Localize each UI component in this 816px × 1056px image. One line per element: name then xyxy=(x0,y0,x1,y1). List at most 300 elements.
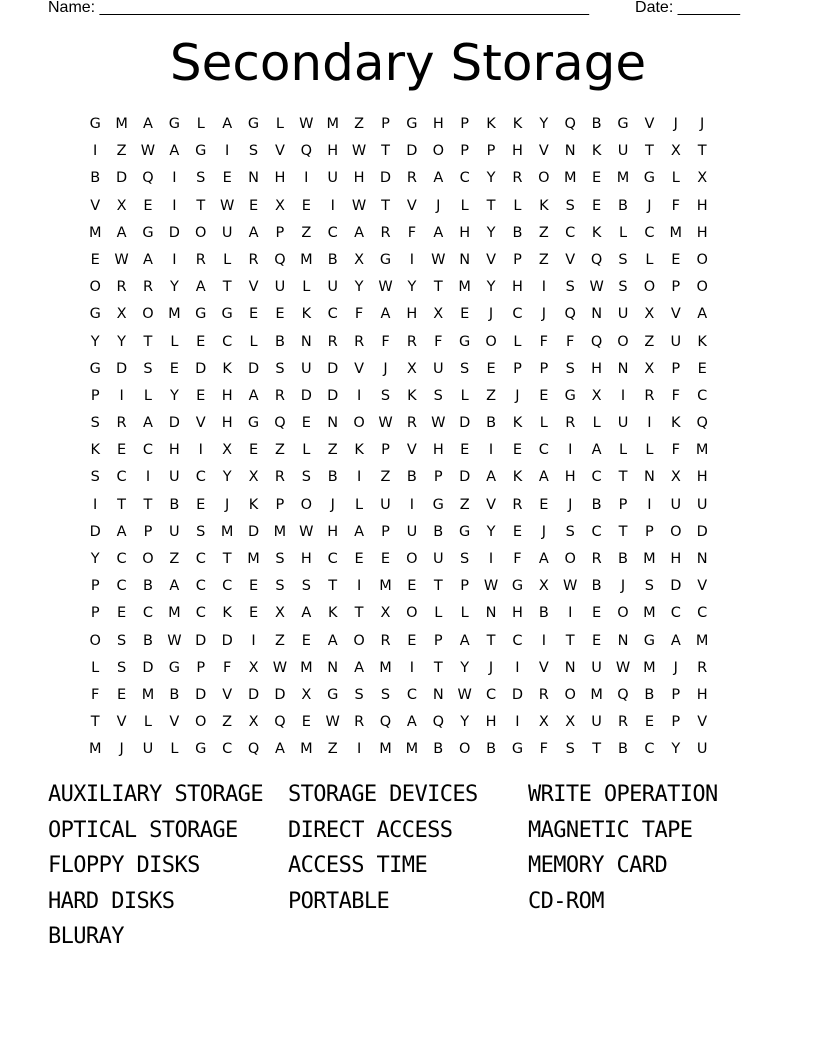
grid-letter: F xyxy=(566,333,575,350)
grid-letter: R xyxy=(274,469,285,486)
grid-letter: X xyxy=(433,306,444,323)
grid-letter: B xyxy=(327,251,338,268)
grid-letter: P xyxy=(671,686,681,703)
grid-letter: X xyxy=(380,605,391,622)
grid-letter: X xyxy=(538,578,549,595)
grid-letter: L xyxy=(645,442,654,459)
grid-letter: S xyxy=(565,360,575,377)
grid-letter: Q xyxy=(696,415,708,432)
grid-letter: P xyxy=(539,360,549,377)
grid-letter: D xyxy=(89,523,101,540)
grid-letter: T xyxy=(354,605,364,622)
grid-letter: E xyxy=(248,578,259,595)
grid-letter: I xyxy=(172,197,177,214)
grid-letter: T xyxy=(433,578,443,595)
grid-letter: Y xyxy=(407,279,417,296)
grid-letter: H xyxy=(670,551,682,567)
grid-letter: I xyxy=(568,442,573,459)
grid-letter: B xyxy=(486,741,497,758)
grid-letter: F xyxy=(222,659,232,676)
grid-letter: M xyxy=(273,523,287,540)
grid-letter: F xyxy=(671,387,680,404)
grid-letter: E xyxy=(117,442,127,459)
grid-letter: H xyxy=(327,523,339,540)
grid-letter: O xyxy=(485,333,497,350)
grid-letter: M xyxy=(300,659,313,676)
header xyxy=(48,0,740,20)
grid-row xyxy=(82,356,742,383)
grid-letter: G xyxy=(432,496,444,513)
grid-letter: X xyxy=(406,360,417,377)
grid-letter: J xyxy=(700,116,705,132)
grid-letter: Q xyxy=(432,714,444,731)
grid-letter: E xyxy=(117,605,127,622)
grid-letter: A xyxy=(354,523,365,540)
grid-letter: L xyxy=(645,251,654,268)
grid-letter: L xyxy=(513,333,522,350)
grid-letter: T xyxy=(381,143,390,160)
grid-letter: H xyxy=(511,279,523,296)
grid-letter: O xyxy=(564,686,576,703)
grid-letter: S xyxy=(301,469,311,486)
grid-letter: H xyxy=(696,469,708,486)
grid-letter: C xyxy=(644,741,655,758)
grid-letter: P xyxy=(618,496,628,513)
grid-letter: B xyxy=(591,116,602,132)
grid-letter: F xyxy=(91,686,100,703)
grid-letter: P xyxy=(143,523,153,540)
grid-letter: R xyxy=(406,170,417,187)
grid-letter: C xyxy=(512,306,523,323)
grid-letter: S xyxy=(565,279,575,296)
grid-letter: C xyxy=(116,551,127,567)
grid-letter: A xyxy=(433,170,444,187)
grid-letter: O xyxy=(142,551,154,567)
grid-letter: X xyxy=(248,714,259,731)
grid-letter: F xyxy=(354,306,364,323)
grid-letter: A xyxy=(354,659,365,676)
grid-letter: V xyxy=(222,686,233,703)
grid-letter: C xyxy=(142,442,154,459)
grid-letter: E xyxy=(275,306,285,323)
grid-letter: X xyxy=(248,659,259,676)
grid-letter: J xyxy=(647,197,652,214)
grid-letter: I xyxy=(409,251,415,268)
grid-letter: S xyxy=(618,251,628,268)
grid-letter: G xyxy=(168,659,180,676)
grid-letter: K xyxy=(486,116,496,132)
grid-letter: I xyxy=(409,496,415,513)
word-list-item: MEMORY CARD xyxy=(528,853,668,879)
grid-letter: R xyxy=(354,714,365,731)
grid-letter: D xyxy=(195,360,207,377)
grid-letter: P xyxy=(460,578,470,595)
grid-letter: M xyxy=(141,686,155,703)
grid-letter: D xyxy=(142,659,154,676)
grid-letter: S xyxy=(565,197,575,214)
grid-letter: U xyxy=(327,170,339,187)
grid-letter: M xyxy=(643,551,656,567)
grid-letter: I xyxy=(304,170,309,187)
grid-letter: A xyxy=(169,578,180,595)
grid-letter: L xyxy=(592,415,601,432)
grid-letter: P xyxy=(433,469,443,486)
grid-letter: D xyxy=(459,415,471,432)
grid-letter: R xyxy=(617,714,629,731)
grid-letter: R xyxy=(195,251,206,268)
grid-row xyxy=(82,247,742,274)
grid-letter: C xyxy=(116,469,127,486)
grid-letter: U xyxy=(591,659,602,676)
grid-letter: P xyxy=(486,143,496,160)
grid-letter: K xyxy=(512,116,523,132)
grid-letter: B xyxy=(644,686,655,703)
grid-letter: E xyxy=(248,197,259,214)
grid-letter: O xyxy=(670,523,682,540)
grid-row xyxy=(82,682,742,709)
grid-letter: S xyxy=(275,360,285,377)
grid-letter: Z xyxy=(169,551,180,567)
grid-letter: S xyxy=(380,387,391,404)
grid-letter: R xyxy=(354,333,365,350)
grid-letter: E xyxy=(539,387,549,404)
grid-letter: W xyxy=(114,251,129,268)
grid-letter: L xyxy=(302,442,311,459)
grid-letter: H xyxy=(696,686,708,703)
grid-letter: C xyxy=(142,605,154,622)
grid-letter: H xyxy=(511,605,523,622)
grid-letter: D xyxy=(247,360,260,377)
grid-letter: S xyxy=(275,551,285,567)
grid-letter: S xyxy=(644,578,654,595)
grid-letter: G xyxy=(247,116,260,132)
grid-letter: P xyxy=(513,251,522,268)
grid-letter: Z xyxy=(486,387,497,404)
grid-letter: O xyxy=(564,551,576,567)
grid-letter: M xyxy=(695,442,709,459)
grid-letter: C xyxy=(195,578,206,595)
grid-letter: O xyxy=(89,279,101,296)
grid-letter: R xyxy=(512,170,523,187)
grid-letter: T xyxy=(90,714,100,731)
grid-letter: E xyxy=(592,605,602,622)
grid-letter: D xyxy=(168,224,180,241)
grid-letter: W xyxy=(378,415,393,432)
grid-letter: R xyxy=(380,632,391,649)
grid-letter: Y xyxy=(539,116,549,132)
grid-row xyxy=(82,383,742,410)
grid-letter: R xyxy=(327,333,338,350)
grid-letter: C xyxy=(591,469,602,486)
grid-letter: S xyxy=(90,469,100,486)
grid-letter: E xyxy=(592,632,602,649)
grid-letter: N xyxy=(617,360,629,377)
grid-letter: W xyxy=(272,659,288,676)
grid-letter: T xyxy=(328,578,338,595)
grid-letter: O xyxy=(643,279,656,296)
grid-letter: G xyxy=(168,116,180,132)
grid-letter: S xyxy=(380,686,391,703)
grid-letter: J xyxy=(541,306,546,323)
grid-row xyxy=(82,301,742,328)
grid-letter: P xyxy=(90,387,100,404)
grid-letter: D xyxy=(459,469,471,486)
grid-letter: U xyxy=(432,360,444,377)
grid-letter: L xyxy=(618,442,628,459)
word-list-item: OPTICAL STORAGE xyxy=(48,817,238,843)
grid-letter: L xyxy=(671,170,680,187)
grid-letter: C xyxy=(222,333,233,350)
grid-letter: Z xyxy=(301,224,312,241)
grid-letter: R xyxy=(644,387,655,404)
grid-letter: R xyxy=(406,333,417,350)
grid-letter: M xyxy=(563,170,577,187)
grid-row xyxy=(82,193,742,220)
grid-letter: H xyxy=(485,714,497,731)
grid-letter: I xyxy=(330,197,335,214)
grid-letter: P xyxy=(513,360,522,377)
grid-letter: B xyxy=(433,523,444,540)
grid-letter: S xyxy=(301,578,311,595)
grid-letter: A xyxy=(486,469,497,486)
grid-letter: S xyxy=(116,659,127,676)
grid-letter: F xyxy=(407,224,417,241)
word-list-item: BLURAY xyxy=(48,924,124,950)
grid-letter: R xyxy=(116,279,127,296)
grid-letter: K xyxy=(539,197,549,214)
grid-letter: N xyxy=(459,251,471,268)
grid-letter: B xyxy=(169,686,180,703)
grid-letter: W xyxy=(483,578,499,595)
grid-letter: J xyxy=(383,360,388,377)
grid-letter: Y xyxy=(460,659,470,676)
grid-letter: G xyxy=(89,306,101,323)
grid-letter: T xyxy=(618,469,628,486)
grid-letter: U xyxy=(617,415,629,432)
grid-letter: F xyxy=(513,551,522,567)
grid-letter: M xyxy=(88,741,102,758)
grid-letter: X xyxy=(644,306,655,323)
grid-letter: Z xyxy=(274,442,285,459)
word-list-item: AUXILIARY STORAGE xyxy=(48,782,263,807)
grid-letter: Q xyxy=(590,333,603,350)
grid-letter: D xyxy=(247,686,260,703)
date-field-label: Date: _______ xyxy=(635,0,740,16)
grid-row xyxy=(82,600,742,627)
grid-letter: R xyxy=(406,415,417,432)
grid-letter: P xyxy=(381,116,390,132)
grid-letter: V xyxy=(195,415,206,432)
grid-letter: A xyxy=(591,442,602,459)
grid-letter: E xyxy=(380,551,391,567)
grid-letter: H xyxy=(300,551,312,567)
grid-letter: Z xyxy=(459,496,470,513)
grid-letter: O xyxy=(89,632,101,649)
word-list-item: WRITE OPERATION xyxy=(528,782,718,807)
grid-letter: W xyxy=(299,523,314,540)
grid-letter: I xyxy=(488,442,494,459)
grid-letter: B xyxy=(618,197,628,214)
grid-letter: N xyxy=(327,659,339,676)
grid-letter: K xyxy=(354,442,364,459)
word-list-item: MAGNETIC TAPE xyxy=(528,817,693,843)
grid-letter: E xyxy=(301,415,311,432)
grid-letter: F xyxy=(671,442,680,459)
grid-letter: C xyxy=(327,224,338,241)
grid-letter: O xyxy=(696,251,708,268)
grid-row xyxy=(82,138,742,165)
grid-letter: J xyxy=(436,197,441,214)
grid-letter: A xyxy=(301,605,312,622)
grid-letter: X xyxy=(222,442,233,459)
grid-letter: U xyxy=(169,469,180,486)
grid-letter: V xyxy=(538,143,549,160)
grid-letter: J xyxy=(568,496,573,513)
grid-letter: M xyxy=(300,251,313,268)
grid-letter: A xyxy=(697,306,708,323)
grid-letter: A xyxy=(380,306,391,323)
grid-letter: C xyxy=(406,686,417,703)
grid-letter: U xyxy=(142,741,154,758)
grid-letter: F xyxy=(539,741,548,758)
grid-letter: B xyxy=(618,741,628,758)
grid-letter: S xyxy=(460,551,470,567)
word-list-item: ACCESS TIME xyxy=(288,853,428,879)
grid-letter: G xyxy=(406,116,418,132)
page-title: Secondary Storage xyxy=(169,34,647,92)
grid-letter: Q xyxy=(617,686,629,703)
grid-letter: D xyxy=(406,143,418,160)
grid-letter: P xyxy=(645,523,654,540)
grid-letter: D xyxy=(327,360,339,377)
grid-letter: O xyxy=(696,279,708,296)
grid-letter: Y xyxy=(117,333,127,350)
grid-letter: C xyxy=(697,605,708,622)
grid-letter: O xyxy=(617,333,629,350)
grid-letter: P xyxy=(671,714,681,731)
grid-letter: E xyxy=(301,632,311,649)
grid-letter: H xyxy=(406,306,418,323)
grid-letter: O xyxy=(406,605,418,622)
grid-letter: K xyxy=(591,224,602,241)
grid-letter: I xyxy=(356,469,362,486)
grid-letter: D xyxy=(379,170,392,187)
grid-row xyxy=(82,329,742,356)
grid-letter: B xyxy=(406,469,417,486)
grid-letter: G xyxy=(247,415,260,432)
grid-letter: J xyxy=(541,523,546,540)
grid-letter: M xyxy=(300,741,313,758)
grid-letter: H xyxy=(221,415,233,432)
word-column-1 xyxy=(48,777,263,955)
grid-letter: B xyxy=(618,551,628,567)
grid-letter: W xyxy=(351,197,367,214)
grid-letter: A xyxy=(459,632,470,649)
grid-letter: N xyxy=(432,686,444,703)
grid-letter: G xyxy=(564,387,576,404)
grid-letter: Q xyxy=(300,143,313,160)
grid-letter: K xyxy=(248,496,259,513)
grid-letter: O xyxy=(300,496,313,513)
grid-letter: J xyxy=(515,387,520,404)
grid-letter: J xyxy=(673,659,678,676)
grid-letter: C xyxy=(459,170,470,187)
grid-letter: K xyxy=(407,387,417,404)
grid-letter: U xyxy=(301,360,312,377)
grid-letter: E xyxy=(196,387,206,404)
grid-row xyxy=(82,573,742,600)
grid-letter: P xyxy=(671,279,681,296)
grid-letter: Y xyxy=(354,279,364,296)
grid-row xyxy=(82,410,742,437)
grid-letter: G xyxy=(511,578,524,595)
word-list-item: HARD DISKS xyxy=(48,888,175,914)
grid-letter: I xyxy=(93,143,98,160)
grid-letter: G xyxy=(221,306,233,323)
grid-letter: O xyxy=(353,632,365,649)
grid-letter: F xyxy=(671,197,680,214)
grid-letter: V xyxy=(486,251,497,268)
grid-letter: S xyxy=(143,360,153,377)
word-column-3 xyxy=(528,777,718,919)
grid-letter: L xyxy=(275,116,284,132)
grid-letter: K xyxy=(671,415,681,432)
grid-letter: C xyxy=(195,551,206,567)
grid-letter: C xyxy=(195,469,206,486)
grid-letter: C xyxy=(116,578,127,595)
grid-letter: A xyxy=(143,116,153,132)
grid-letter: A xyxy=(354,224,365,241)
grid-letter: K xyxy=(512,415,523,432)
grid-letter: N xyxy=(617,632,629,649)
grid-letter: D xyxy=(327,387,339,404)
grid-letter: H xyxy=(221,387,233,404)
grid-letter: T xyxy=(143,496,153,513)
grid-letter: Q xyxy=(274,251,286,268)
grid-letter: G xyxy=(643,632,656,649)
grid-letter: U xyxy=(696,496,708,513)
grid-letter: E xyxy=(354,551,364,567)
grid-letter: F xyxy=(434,333,443,350)
grid-letter: X xyxy=(274,197,285,214)
grid-letter: U xyxy=(617,306,629,323)
grid-letter: J xyxy=(488,659,494,676)
grid-letter: V xyxy=(248,279,259,296)
grid-letter: S xyxy=(354,686,364,703)
grid-letter: G xyxy=(195,306,207,323)
grid-letter: C xyxy=(538,442,549,459)
grid-row xyxy=(82,220,742,247)
grid-letter: G xyxy=(459,333,471,350)
grid-letter: N xyxy=(564,659,576,676)
grid-letter: Y xyxy=(90,333,100,350)
grid-letter: L xyxy=(196,116,205,132)
grid-letter: N xyxy=(696,551,708,567)
grid-letter: V xyxy=(538,659,549,676)
grid-letter: R xyxy=(248,251,259,268)
grid-letter: O xyxy=(353,415,365,432)
grid-letter: E xyxy=(301,197,311,214)
grid-letter: T xyxy=(697,143,707,160)
grid-letter: U xyxy=(169,523,180,540)
grid-letter: D xyxy=(116,360,128,377)
grid-letter: U xyxy=(327,279,339,296)
grid-letter: E xyxy=(671,251,681,268)
grid-letter: E xyxy=(407,632,417,649)
grid-letter: X xyxy=(248,469,259,486)
grid-letter: M xyxy=(458,279,471,296)
grid-letter: L xyxy=(460,197,469,214)
